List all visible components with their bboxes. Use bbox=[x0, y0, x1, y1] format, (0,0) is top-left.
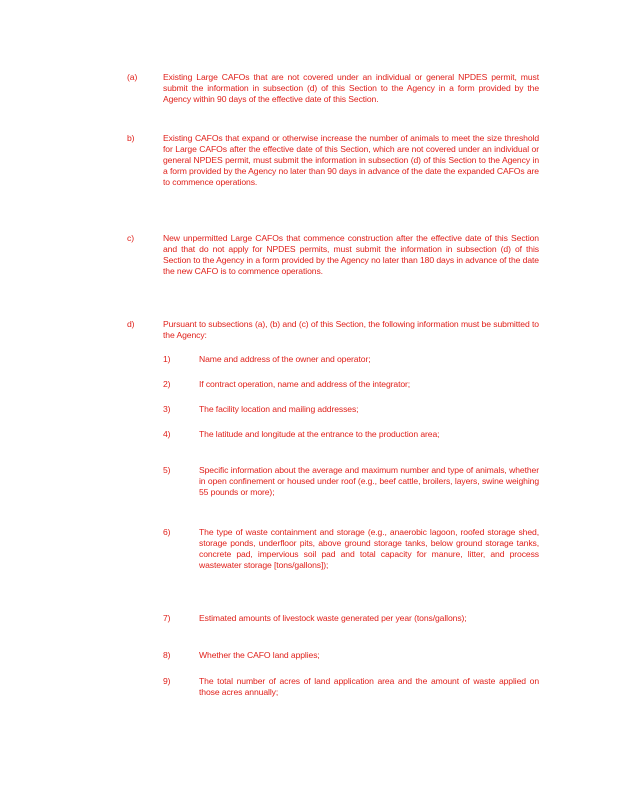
paragraph-label: c) bbox=[127, 233, 134, 243]
list-item-label: 4) bbox=[163, 429, 171, 439]
list-item-text: Estimated amounts of livestock waste generated per year (tons/gallons); bbox=[199, 613, 467, 623]
list-item-label: 2) bbox=[163, 379, 171, 389]
paragraph-label: d) bbox=[127, 319, 135, 329]
paragraph-text: Pursuant to subsections (a), (b) and (c) of this Section, the following information must be submitted to the Agency: bbox=[163, 319, 539, 340]
list-item-text: If contract operation, name and address of the integrator; bbox=[199, 379, 411, 389]
list-item-label: 1) bbox=[163, 354, 171, 364]
paragraph-label: (a) bbox=[127, 72, 138, 82]
list-item-label: 6) bbox=[163, 527, 171, 537]
list-item-text: Specific information about the average and maximum number and type of animals, whether in open confinement or housed under roof (e.g., beef cattle, broilers, layers, swine weighing 55 pounds or more); bbox=[199, 465, 539, 497]
paragraph-text: Existing Large CAFOs that are not covered under an individual or general NPDES permit, must submit the information in subsection (d) of this Section to the Agency in a form provided by the Agency within 90 days of the effective date of this Section. bbox=[163, 72, 539, 104]
list-item-text: Whether the CAFO land applies; bbox=[199, 650, 320, 660]
list-item-label: 3) bbox=[163, 404, 171, 414]
paragraph-label: b) bbox=[127, 133, 135, 143]
paragraph-text: Existing CAFOs that expand or otherwise increase the number of animals to meet the size threshold for Large CAFOs after the effective date of this Section, which are not covered under an individual or general NPDES permit, must submit the information in subsection (d) of this Section to the Agency in a form provided by the Agency no later than 90 days in advance of the date the expanded CAFOs are to commence operations. bbox=[163, 133, 539, 187]
list-item-text: The facility location and mailing addresses; bbox=[199, 404, 359, 414]
list-item-label: 7) bbox=[163, 613, 171, 623]
list-item-text: Name and address of the owner and operator; bbox=[199, 354, 371, 364]
list-item-text: The type of waste containment and storage (e.g., anaerobic lagoon, roofed storage shed, storage ponds, underfloor pits, above ground storage tanks, below ground storage tanks, concrete pad, impervious soil pad and total capacity for manure, litter, and process wastewater storage [tons/gallons]); bbox=[199, 527, 539, 570]
paragraph-text: New unpermitted Large CAFOs that commence construction after the effective date of this Section and that do not apply for NPDES permits, must submit the information in subsection (d) of this Section to the Agency in a form provided by the Agency no later than 180 days in advance of the date the new CAFO is to commence operations. bbox=[163, 233, 539, 276]
list-item-text: The total number of acres of land application area and the amount of waste applied on those acres annually; bbox=[199, 676, 539, 697]
list-item-label: 9) bbox=[163, 676, 171, 686]
list-item-label: 8) bbox=[163, 650, 171, 660]
list-item-text: The latitude and longitude at the entrance to the production area; bbox=[199, 429, 440, 439]
list-item-label: 5) bbox=[163, 465, 171, 475]
